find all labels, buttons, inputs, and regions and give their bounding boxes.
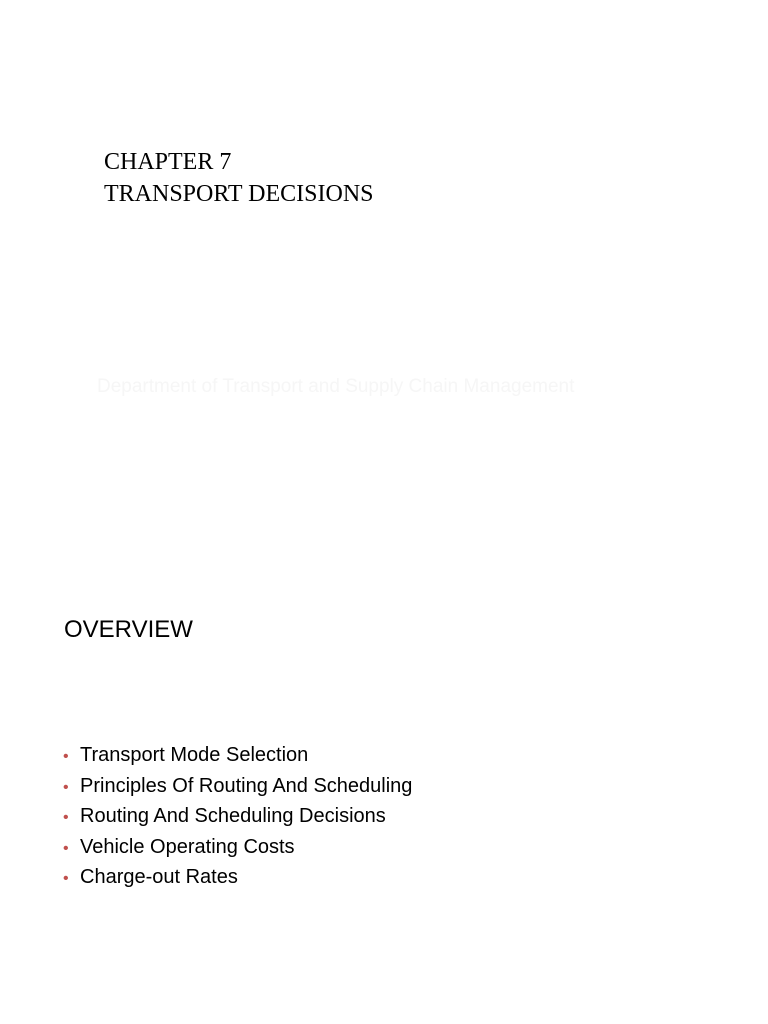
list-item-label: Charge-out Rates [80,866,238,888]
overview-list [63,740,412,893]
chapter-heading [104,146,374,210]
list-item-label: Routing And Scheduling Decisions [80,805,386,827]
overview-slide [0,560,768,1024]
list-item [63,771,412,802]
bullet-icon: • [63,809,69,826]
list-item [63,740,412,771]
chapter-title: TRANSPORT DECISIONS [104,181,374,207]
list-item-label: Vehicle Operating Costs [80,835,295,858]
overview-heading: OVERVIEW [64,616,193,643]
list-item-label: Principles Of Routing And Scheduling [80,774,413,797]
bullet-icon: • [63,748,69,765]
department-name: Department of Transport and Supply Chain Management [97,376,575,397]
list-item [63,832,412,863]
list-item-label: Transport Mode Selection [80,744,309,766]
bullet-icon: • [63,839,69,857]
chapter-number: CHAPTER 7 [104,149,232,175]
bullet-icon: • [63,870,69,887]
list-item [63,801,412,832]
list-item [63,862,412,893]
bullet-icon: • [63,778,69,796]
